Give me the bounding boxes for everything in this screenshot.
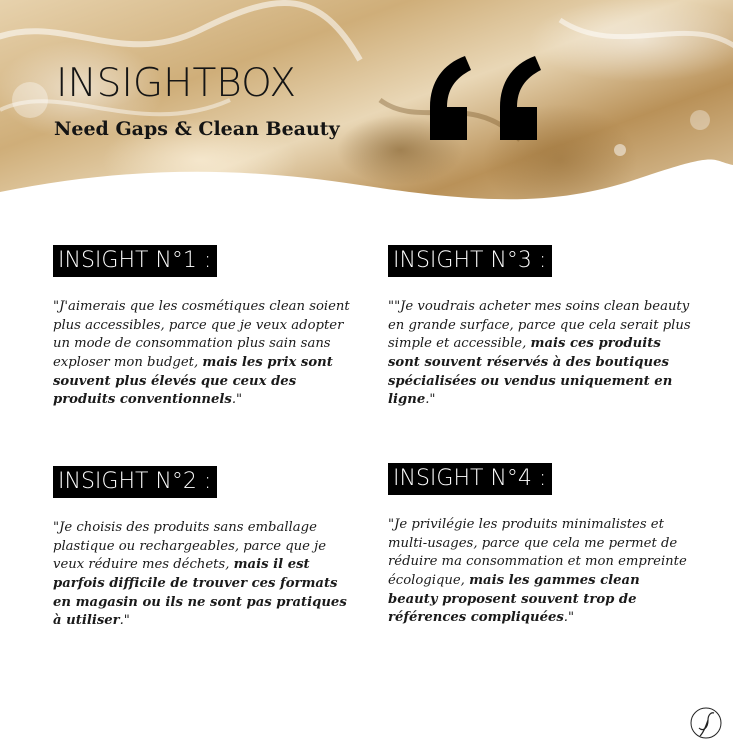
quote-icon [425, 52, 543, 144]
insight-label: INSIGHT N°4 : [388, 463, 552, 495]
insight-quote-text: ""Je voudrais acheter mes soins clean beauty en grande surface, parce que cela serait plus simple et accessible, [388, 299, 691, 352]
insight-quote-end: ." [231, 392, 243, 408]
insight-quote-text: "Je choisis des produits sans emballage plastique ou rechargeables, parce que je veux réduire mes déchets, [53, 520, 327, 573]
insight-quote-emphasis: mais ces produits sont souvent réservés à des boutiques spécialisées ou vendus uniquement en ligne [388, 336, 673, 408]
insight-quote [388, 298, 693, 410]
insight-quote [53, 298, 353, 410]
insight-quote-text: "Je privilégie les produits minimalistes et multi-usages, parce que cela me permet de réduire ma consommation et mon empreinte écologique, [388, 517, 687, 589]
insight-label: INSIGHT N°3 : [388, 245, 552, 277]
brand-title: INSIGHTBOX [56, 61, 297, 106]
insight-quote [53, 519, 348, 631]
insight-quote-end: ." [425, 392, 436, 408]
insight-quote-emphasis: mais les prix sont souvent plus élevés que ceux des produits conventionnels [53, 355, 333, 408]
insight-label: INSIGHT N°2 : [53, 466, 217, 498]
insight-card-1 [53, 245, 353, 410]
insight-card-4 [388, 463, 693, 628]
signature-logo-icon [689, 706, 723, 740]
insight-quote-emphasis: mais il est parfois difficile de trouver ces formats en magasin ou ils ne sont pas pratiques à utiliser [53, 557, 347, 629]
insight-card-2 [53, 466, 348, 631]
hero-texture [0, 0, 733, 232]
insight-quote-end: ." [563, 610, 575, 626]
insight-label: INSIGHT N°1 : [53, 245, 217, 277]
hero-banner [0, 0, 733, 232]
insight-quote [388, 516, 693, 628]
insight-quote-text: "J'aimerais que les cosmétiques clean soient plus accessibles, parce que je veux adopter un mode de consommation plus sain sans exploser mon budget, [53, 299, 350, 371]
insight-quote-emphasis: mais les gammes clean beauty proposent souvent trop de références compliquées [388, 573, 640, 626]
insight-card-3 [388, 245, 693, 410]
insight-quote-end: ." [119, 613, 130, 629]
page-subtitle: Need Gaps & Clean Beauty [54, 118, 340, 140]
